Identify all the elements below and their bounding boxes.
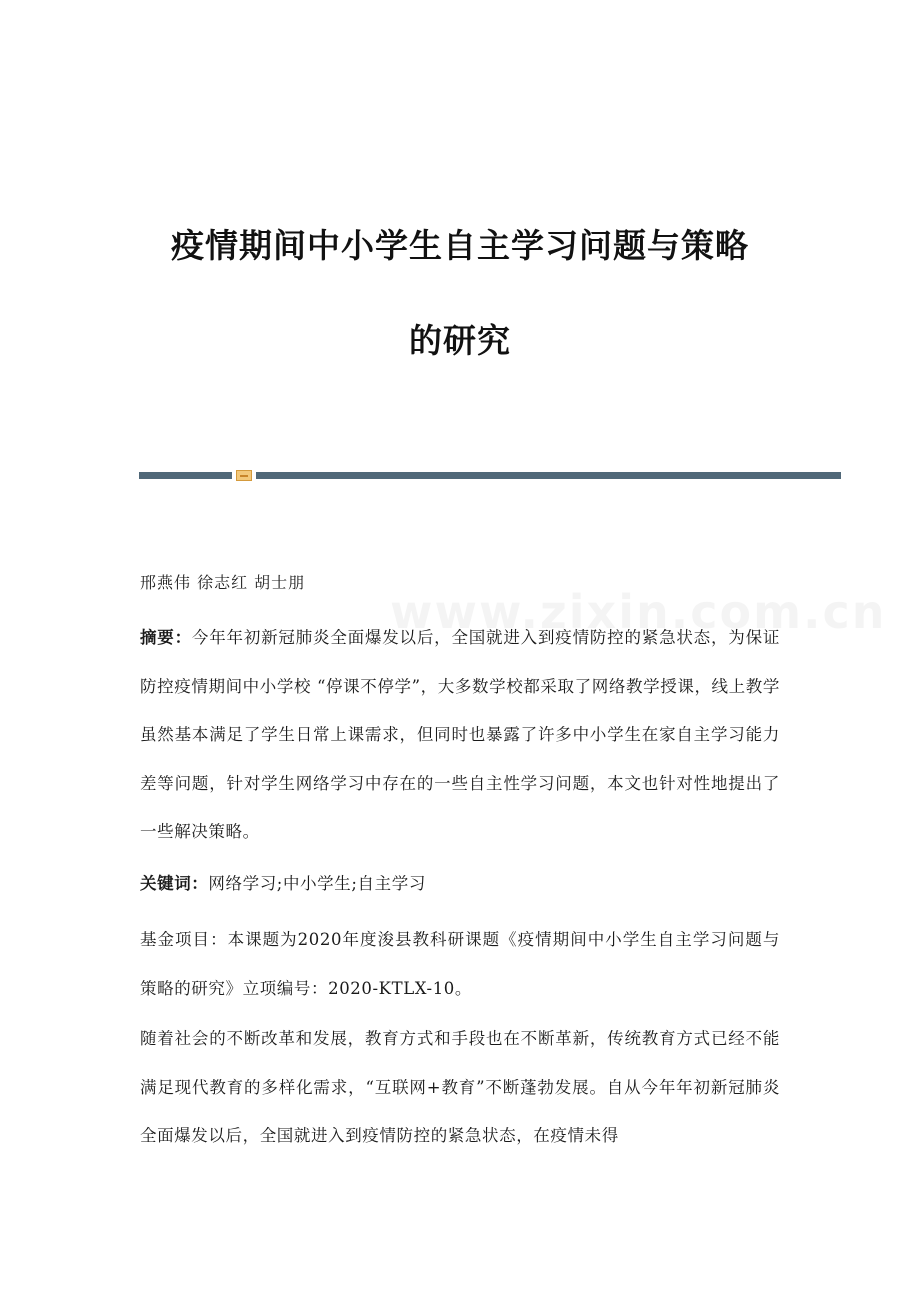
fund-paragraph: 基金项目：本课题为2020年度浚县教科研课题《疫情期间中小学生自主学习问题与策略的研究》立项编号：2020-KTLX-10。	[140, 930, 780, 998]
body-paragraph: 随着社会的不断改革和发展，教育方式和手段也在不断革新，传统教育方式已经不能满足现代教育的多样化需求，“互联网+教育”不断蓬勃发展。自从今年年初新冠肺炎全面爆发以后，全国就进入到疫情防控的紧急状态，在疫情未得	[140, 1029, 780, 1145]
abstract-paragraph	[140, 614, 780, 857]
rule-badge-icon	[236, 470, 252, 481]
decorative-rule-left	[139, 472, 232, 479]
keywords-text: 网络学习;中小学生;自主学习	[208, 874, 426, 893]
document-title-line-2: 的研究	[409, 321, 511, 360]
abstract-text: 今年年初新冠肺炎全面爆发以后，全国就进入到疫情防控的紧急状态，为保证防控疫情期间中小学校 “停课不停学”，大多数学校都采取了网络教学授课，线上教学虽然基本满足了学生日常上课需求，但同时也暴露了许多中小学生在家自主学习能力差等问题，针对学生网络学习中存在的一些自主性学习问题，本文也针对性地提出了一些解决策略。	[140, 628, 780, 841]
decorative-rule-right	[256, 472, 841, 479]
authors: 邢燕伟 徐志红 胡士朋	[140, 573, 306, 592]
keywords-label: 关键词：	[140, 874, 209, 893]
document-title-line-1: 疫情期间中小学生自主学习问题与策略	[171, 226, 749, 265]
keywords-paragraph	[140, 860, 780, 909]
abstract-label: 摘要：	[140, 628, 192, 647]
